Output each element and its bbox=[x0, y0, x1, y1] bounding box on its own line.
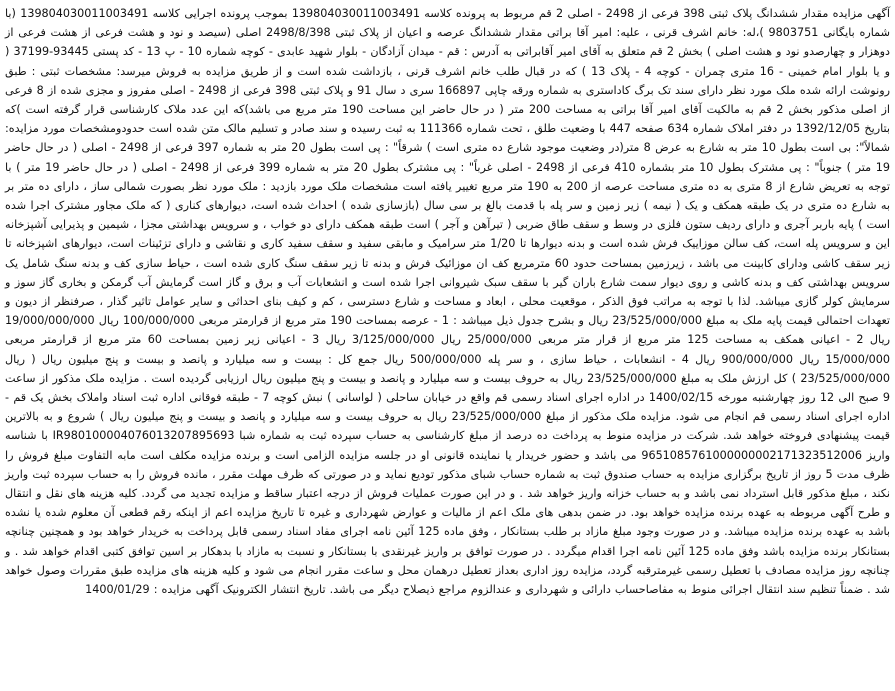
auction-notice-text: آگهی مزایده مقدار ششدانگ پلاک ثبتی 398 فرعی از 2498 - اصلی 2 قم مربوط به پرونده کلاسه 139804030011003491 بموجب پرونده اجرایی کلاسه 139804030011003491 (با شماره بایگانی 9803751 )،له: خانم اشرف قرنی ، علیه: امیر آقا براتی مقدار ششدانگ عرصه و اعیان از پلاک ثبتی 2498/8/398 اصلی (سیصد و نود و هشت فرعی از هشت فرعی از دوهزار و چهارصدو نود و هشت اصلی ) بخش 2 قم متعلق به آقای امیر آقابراتی به آدرس : قم - میدان آزادگان - بلوار شهید عابدی - کوچه شماره 10 - پ 13 - کد پستی 93445-37199 ( و یا بلوار امام خمینی - 16 متری چمران - کوچه 4 - پلاک 13 ) که در قبال طلب خانم اشرف قرنی ، بازداشت شده است و از طریق مزایده به فروش میرسد: مشخصات ثبتی : طبق رونوشت ارائه شده ملک مورد نظر دارای سند تک برگ کاداستری به شماره ورقه چاپی 166897 سری د سال 91 و پلاک ثبتی 398 فرعی از 2498 - اصلی مفروز و مجزی شده از 8 فرعی از اصلی مذکور بخش 2 قم به مالکیت آقای امیر آقا براتی به مساحت 200 متر ( در حال حاضر این مساحت 190 متر مربع می باشد)که این عدد ملاک کارشناسی قرار گرفته است )که بتاریخ 1392/12/05 در دفتر املاک شماره 634 صفحه 447 با وضعیت طلق ، تحت شماره 111366 به ثبت رسیده و سند صادر و تسلیم مالک متن شده است حدودومشخصات مورد مزایده: شمالاً": بی است بطول 10 متر به شارع به عرض 8 متر(در وضعیت موجود شارع ده متری است ) شرقاً" : پی است بطول 20 متر به شماره 397 فرعی از 2498 - اصلی ( در حال حاضر 19 متر ) جنوباً" : پی مشترک بطول 10 متر بشماره 410 فرعی از 2498 - اصلی غرباً" : پی مشترک بطول 20 متر به شماره 399 فرعی از 2498 - اصلی ( در حال حاضر 19 متر ) با توجه به تعریض شارع از 8 متری به ده متری مساحت عرصه از 200 به 190 متر مربع تغییر یافته است مشخصات ملک مورد بازدید : ملک مورد نظر بصورت شمالی ساز ، دارای ده متر بر به شارع ده متری در یک طبقه همکف و یک ( نیمه ) زیر زمین و سر پله با قدمت بالغ بر سی سال (بازسازی شده ) احداث شده است، دیوارهای کناری ( که ملک مجاور مشترک اجرا شده است ) پایه باربر آجری و دارای ردیف ستون فلزی در وسط و سقف طاق ضربی ( تیرآهن و آجر ) است طبقه همکف دارای دو خواب ، و سرویس بهداشتی مجزا ، شیمین و پذیرایی آشپزخانه این و سرویس پله است، کف سالن موزاییک فرش شده است و بدنه دیوارها تا 1/20 متر سرامیک و مابقی سفید و سقف سفید کاری و نقاشی و دارای تزئینات است، دیوارهای اشپزخانه تا زیر سقف کاشی ودارای کابینت می باشد ، زیرزمین بمساحت حدود 60 مترمربع کف ان موزائیک فرش و بدنه تا زیر سقف سنگ کاری شده است ، حیاط سازی کف و بدنه سنگ شامل یک سرویس بهداشتی کف و بدنه کاشی و روی دیوار سمت شارع باران گیر با سقف سبک شیروانی اجرا شده است و انشعابات آب و برق و گاز است گرمایش آب گرمکن و بخاری گاز سوز و سرمایش کولر گازی میباشد. لذا با توجه به مراتب فوق الذکر ، موقعیت محلی ، ابعاد و مساحت و شارع دسترسی ، کم و کیف بنای احداثی و سایر عوامل تاثیر گذار ، صرفنظر از دیون و تعهدات احتمالی قیمت پایه ملک به مبلغ 23/525/000/000 ریال و بشرح جدول ذیل میباشد : 1 - عرصه بمساحت 190 متر مربع از قرارمتر مربعی 100/000/000 ریال 19/000/000/000 ریال 2 - اعیانی همکف به مساحت 125 متر مربع از قرار متر مربعی 25/000/000 ریال 3/125/000/000 ریال 3 - اعیانی زیر زمین بمساحت 60 متر مربع از قرارمتر مربعی 15/000/000 ریال 900/000/000 ریال 4 - انشعابات ، حیاط سازی ، و سر پله 500/000/000 ریال جمع کل : بیست و سه میلیارد و پانصد و بیست و پنج میلیون ریال ( ریال 23/525/000/000 ) کل ارزش ملک به مبلغ 23/525/000/000 ریال به حروف بیست و سه میلیارد و پانصد و بیست و پنج میلیون ریال ارزیابی گردیده است . مزایده ملک مذکور از ساعت 9 صبح الی 12 روز چهارشنبه مورخه 1400/02/15 در اداره اجرای اسناد رسمی قم واقع در خیابان ساحلی ( لواسانی ) نبش کوچه 7 - طبقه فوقانی اداره ثبت اسناد واملاک بخش یک قم - اداره اجرای اسناد رسمی قم انجام می شود. مزایده ملک مذکور از مبلغ 23/525/000/000 ریال به حروف بیست و سه میلیارد و پانصد و بیست و پنج میلیون ریال ) شروع و به بالاترین قیمت پیشنهادی فروخته خواهد شد. شرکت در مزایده منوط به پرداخت ده درصد از مبلغ کارشناسی به حساب سپرده ثبت به شماره شبا IR980100004076013207895693 با شناسه واریز 9651085761000000002171323512006 می باشد و حضور خریدار یا نماینده قانونی او در جلسه مزایده الزامی است و برنده مزایده مکلف است مابه التفاوت مبلغ فروش را ظرف مدت 5 روز از تاریخ برگزاری مزایده به حساب صندوق ثبت به شماره حساب شبای مذکور تودیع نماید و در صورتی که ظرف مهلت مقرر ، مانده فروش را به حساب سپرده ثبت واریز نکند ، مبلغ مذکور قابل استرداد نمی باشد و به حساب خزانه واریز خواهد شد . و در این صورت عملیات فروش از درجه اعتبار ساقط و مزایده تجدید می گردد. کلیه هزینه های نقل و انتقال و طرح آگهی مربوطه به عهده برنده مزایده خواهد بود. در ضمن بدهی های ملک اعم از مالیات و عوارض شهرداری و غیره تا تاریخ مزایده اعم از اینکه رقم قطعی آن معلوم شده یا نشده باشد به عهده برنده مزایده میباشد. و در صورت وجود مبلغ مازاد بر طلب بستانکار ، وفق ماده 125 آئین نامه اجرای مفاد اسناد رسمی قابل پرداخت به خریدار خواهد بود و همچنین چنانچه بستانکار برنده مزایده باشد وفق ماده 125 آئین نامه اجرا اقدام میگردد . در صورت توافق بر واریز غیرنقدی با بستانکار و نسبت به مازاد با بدهکار بر اسین توافق کتبی اقدام خواهد شد . و چنانچه روز مزایده مصادف با تعطیل رسمی غیرمترقبه گردد، مزایده روز اداری بعداز تعطیل درهمان محل و ساعت مقرر انجام می شود و کلیه هزینه های مزایده طبق مقررات وصول خواهد شد . ضمناً تنظیم سند انتقال اجرائی منوط به مفاصاحساب دارائی و شهرداری و عندالزوم مراجع ذیصلاح دیگر می باشد. تاریخ انتشار الکترونیک آگهی مزایده : 1400/01/29 bbox=[5, 7, 891, 597]
